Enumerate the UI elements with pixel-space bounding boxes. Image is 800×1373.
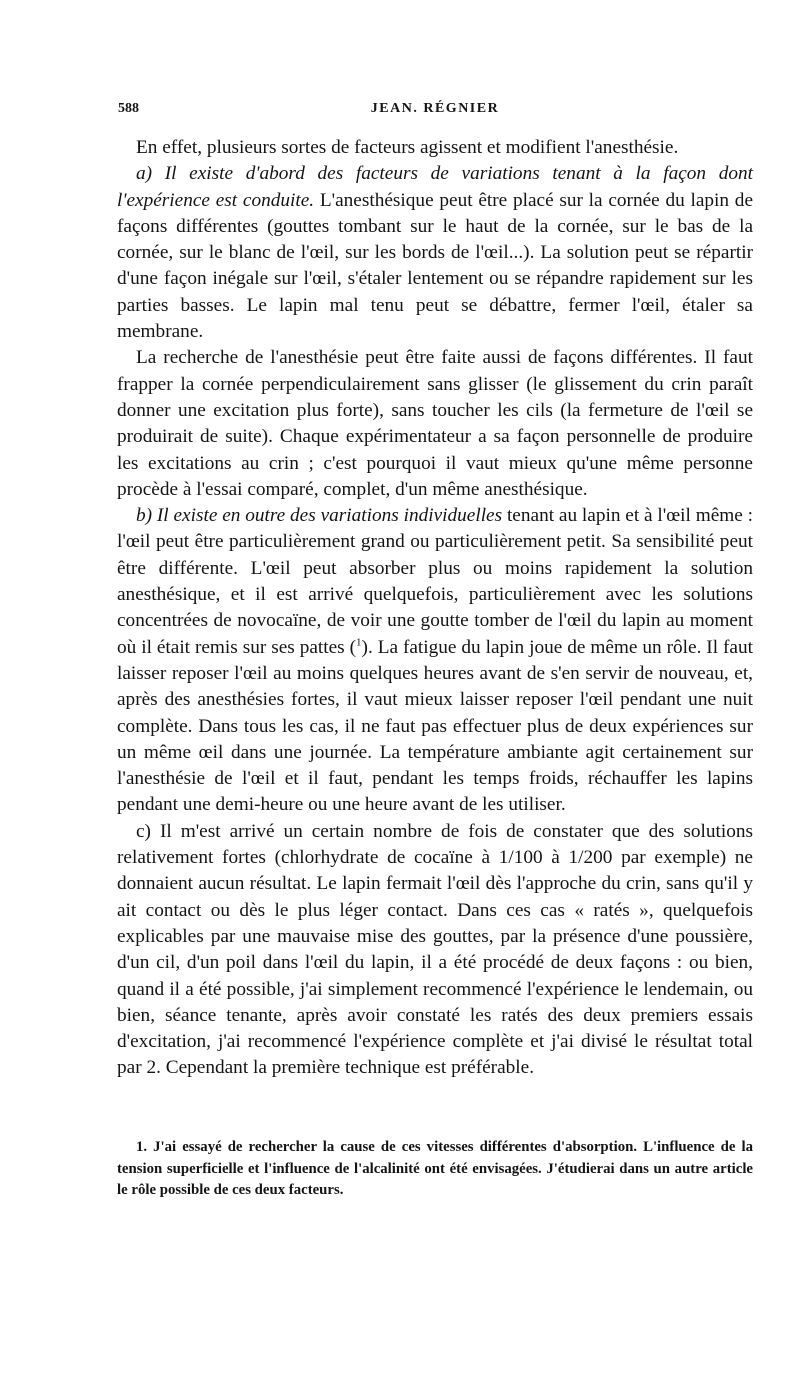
paragraph-b-heading: Il existe en outre des variations individuelles	[156, 505, 503, 527]
running-head: JEAN. RÉGNIER	[370, 101, 500, 116]
paragraph-a-label: a)	[136, 163, 165, 185]
paragraph-a-heading: Il existe d'abord des facteurs de variations tenant à la façon dont l'expérience est conduite.	[117, 163, 753, 211]
paragraph-recherche: La recherche de l'anesthésie peut être faite aussi de façons différentes. Il faut frapper la cornée perpendiculairement sans glisser (le glissement du crin paraît donner une excitation plus forte), sans toucher les cils (la fermeture de l'œil se produirait de suite). Chaque expérimentateur a sa façon personnelle de produire les excitations au crin ; c'est pourquoi il vaut mieux qu'une même personne procède à l'essai comparé, complet, d'un même anesthésique.	[117, 347, 753, 500]
footnote: 1. J'ai essayé de rechercher la cause de ces vitesses différentes d'absorption. L'influence de la tension superficielle et l'influence de l'alcalinité ont été envisagées. J'étudierai dans un autre article le rôle possible de ces deux facteurs.	[117, 1139, 753, 1198]
paragraph-intro: En effet, plusieurs sortes de facteurs agissent et modifient l'anesthésie.	[136, 137, 679, 158]
page-number: 588	[118, 101, 139, 116]
footnote-reference[interactable]: 1	[356, 636, 362, 649]
paragraph-b-label: b)	[136, 505, 157, 527]
paragraph-c: c) Il m'est arrivé un certain nombre de fois de constater que des solutions relativement fortes (chlorhydrate de cocaïne à 1/100 à 1/200 par exemple) ne donnaient aucun résultat. Le lapin fermait l'œil dès l'approche du crin, sans qu'il y ait contact ou dès le plus léger contact. Dans ces cas « ratés », quelquefois explicables par une mauvaise mise des gouttes, par la présence d'une poussière, d'un cil, d'un poil dans l'œil du lapin, il a été procédé de deux façons : ou bien, quand il a été possible, j'ai simplement recommencé l'expérience le lendemain, ou bien, séance tenante, après avoir constaté les ratés des deux premiers essais d'excitation, j'ai recommencé l'expérience complète et j'ai divisé le résultat total par 2. Cependant la première technique est préférable.	[117, 820, 753, 1079]
body-text	[117, 135, 753, 1082]
paragraph-a: a) Il existe d'abord des facteurs de variations tenant à la façon dont l'expérience est conduite. L'anesthésique peut être placé sur la cornée du lapin de façons différentes (gouttes tombant sur le haut de la cornée, sur le bas de la cornée, sur le blanc de l'œil, sur les bords de l'œil...). La solution peut se répartir d'une façon inégale sur l'œil, s'étaler lentement ou se répandre rapidement sur les parties basses. Le lapin mal tenu peut se débattre, fermer l'œil, étaler sa membrane.	[117, 163, 753, 343]
paragraph-b: b) Il existe en outre des variations individuelles tenant au lapin et à l'œil même : l'œil peut être particulièrement grand ou particulièrement petit. Sa sensibilité peut être différente. L'œil peut absorber plus ou moins rapidement la solution anesthésique, et il est arrivé quelquefois, particulièrement avec les solutions concentrées de novocaïne, de voir une goutte tomber de l'œil du lapin au moment où il était remis sur ses pattes ($^1$). La fatigue du lapin joue de même un rôle. Il faut laisser reposer l'œil au moins quelques heures avant de s'en servir de nouveau, et, après des anesthésies fortes, il vaut mieux laisser reposer l'œil pendant une nuit complète. Dans tous les cas, il ne faut pas effectuer plus de deux expériences sur un même œil dans une journée. La température ambiante agit certainement sur l'anesthésie de l'œil et il faut, pendant les temps froids, réchauffer les lapins pendant une demi-heure ou une heure avant de les utiliser.	[117, 505, 753, 816]
page-header	[118, 101, 752, 125]
